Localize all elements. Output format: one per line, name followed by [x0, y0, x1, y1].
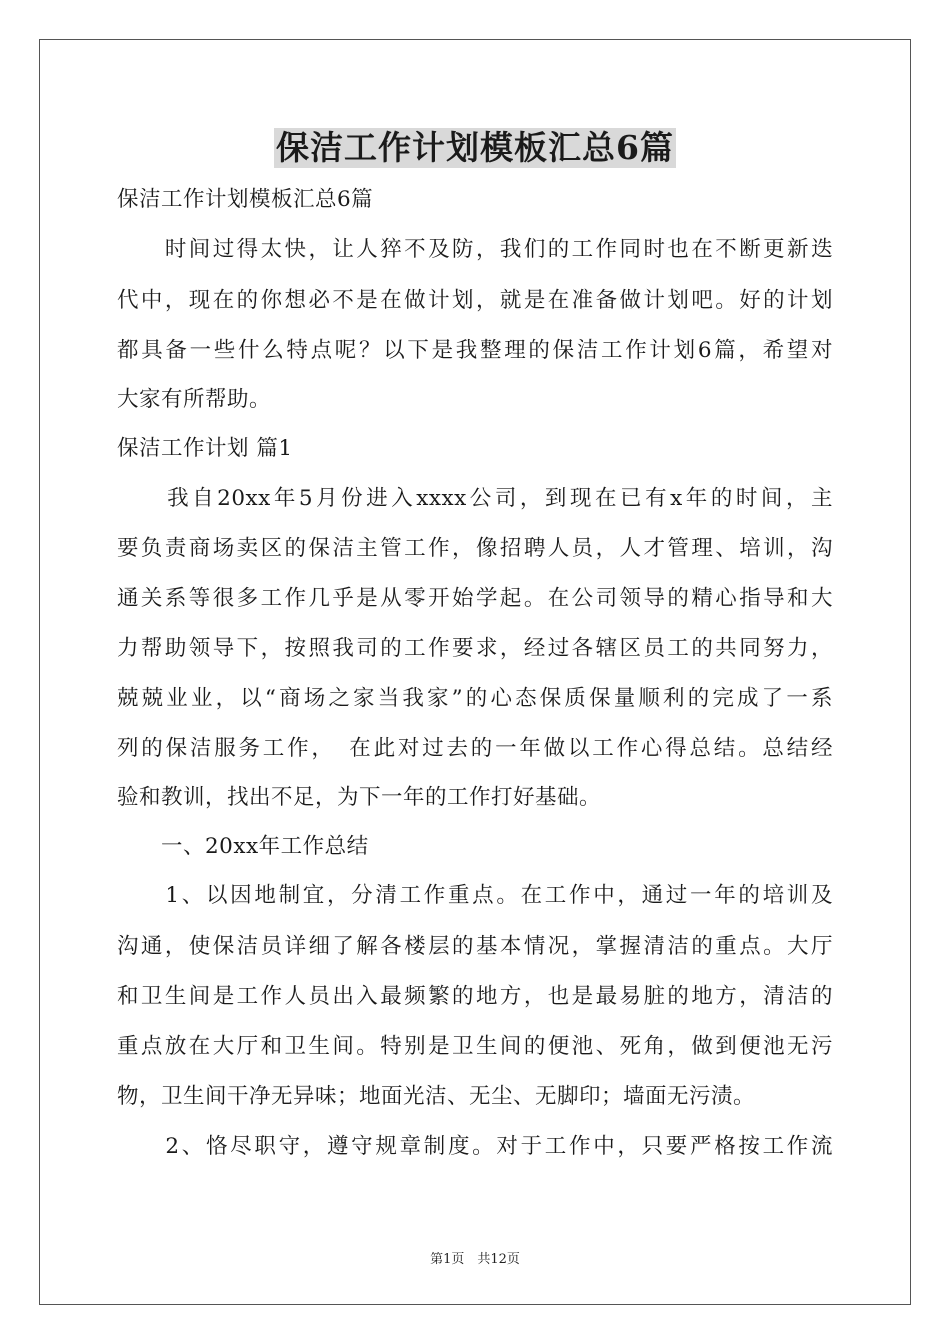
body-line: 我自20xx年5月份进入xxxx公司，到现在已有x年的时间，主	[117, 486, 833, 511]
intro-line: 代中，现在的你想必不是在做计划，就是在准备做计划吧。好的计划	[117, 288, 833, 313]
body-line: 验和教训，找出不足，为下一年的工作打好基础。	[117, 785, 602, 810]
body-line: 1、以因地制宜，分清工作重点。在工作中，通过一年的培训及	[117, 883, 833, 908]
body-line: 要负责商场卖区的保洁主管工作，像招聘人员，人才管理、培训，沟	[117, 536, 833, 561]
intro-line: 时间过得太快，让人猝不及防，我们的工作同时也在不断更新迭	[117, 237, 833, 262]
document-title: 保洁工作计划模板汇总6篇	[276, 128, 674, 167]
body-line: 和卫生间是工作人员出入最频繁的地方，也是最易脏的地方，清洁的	[117, 984, 833, 1009]
body-line: 沟通，使保洁员详细了解各楼层的基本情况，掌握清洁的重点。大厅	[117, 934, 833, 959]
body-line: 列的保洁服务工作， 在此对过去的一年做以工作心得总结。总结经	[117, 736, 833, 761]
body-line: 兢兢业业，以“商场之家当我家”的心态保质保量顺利的完成了一系	[117, 686, 833, 711]
body-line: 通关系等很多工作几乎是从零开始学起。在公司领导的精心指导和大	[117, 586, 833, 611]
body-line: 物，卫生间干净无异味；地面光洁、无尘、无脚印；墙面无污渍。	[117, 1084, 756, 1109]
body-line: 2、恪尽职守，遵守规章制度。对于工作中，只要严格按工作流	[117, 1134, 833, 1159]
body-line: 力帮助领导下，按照我司的工作要求，经过各辖区员工的共同努力，	[117, 636, 833, 661]
section-heading: 保洁工作计划 篇1	[117, 436, 293, 461]
intro-line: 大家有所帮助。	[117, 387, 272, 412]
body-line: 重点放在大厅和卫生间。特别是卫生间的便池、死角，做到便池无污	[117, 1034, 833, 1059]
list-heading: 一、20xx年工作总结	[117, 834, 369, 859]
subtitle-line: 保洁工作计划模板汇总6篇	[117, 187, 374, 212]
title-container	[0, 128, 950, 168]
page-footer: 第1页 共12页	[430, 1252, 520, 1267]
intro-line: 都具备一些什么特点呢？以下是我整理的保洁工作计划6篇，希望对	[117, 338, 833, 363]
page-border	[39, 39, 911, 1305]
